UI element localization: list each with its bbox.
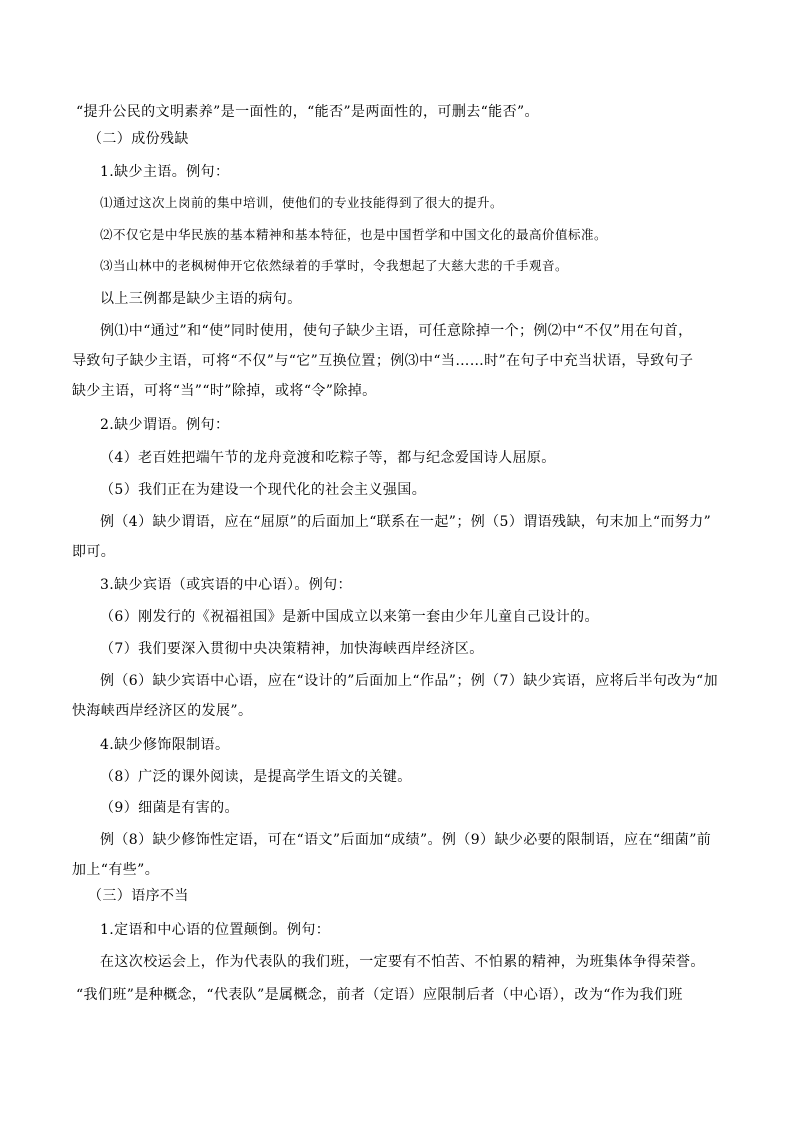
example-sentence: （9）细菌是有害的。: [100, 800, 239, 816]
text-line: 例（4）缺少谓语，应在“屈原”的后面加上“联系在一起”；例（5）谓语残缺，句末加上“而努力”: [100, 514, 712, 530]
text-line: “我们班”是种概念，“代表队”是属概念，前者（定语）应限制后者（中心语），改为“作为我们班: [76, 987, 683, 1003]
text-line: “提升公民的文明素养”是一面性的，“能否”是两面性的，可删去“能否”。: [76, 104, 539, 120]
example-sentence: （5）我们正在为建设一个现代化的社会主义强国。: [100, 482, 427, 498]
example-sentence: 在这次校运会上，作为代表队的我们班，一定要有不怕苦、不怕累的精神，为班集体争得荣誉。: [100, 954, 705, 970]
subsection-heading: 3.缺少宾语（或宾语的中心语）。例句：: [100, 577, 352, 593]
text-line: 以上三例都是缺少主语的病句。: [100, 291, 302, 307]
example-sentence: ⑵不仅它是中华民族的基本精神和基本特征，也是中国哲学和中国文化的最高价值标准。: [100, 227, 608, 242]
text-line: 导致句子缺少主语，可将“不仅”与“它”互换位置；例⑶中“当……时”在句子中充当状语，导致句子: [72, 353, 694, 369]
example-sentence: （7）我们要深入贯彻中央决策精神，加快海峡西岸经济区。: [100, 641, 484, 657]
text-line: 快海峡西岸经济区的发展”。: [72, 703, 253, 719]
subsection-heading: 4.缺少修饰限制语。: [100, 737, 230, 753]
text-line: 例（6）缺少宾语中心语，应在“设计的”后面加上“作品”；例（7）缺少宾语，应将后半句改为“加: [100, 673, 718, 689]
example-sentence: ⑶当山林中的老枫树伸开它依然绿着的手掌时，令我想起了大慈大悲的千手观音。: [100, 258, 569, 273]
text-line: 即可。: [72, 544, 116, 560]
section-heading: （三）语序不当: [88, 888, 189, 904]
subsection-heading: 1.定语和中心语的位置颠倒。例句：: [100, 922, 331, 938]
example-sentence: （6）刚发行的《祝福祖国》是新中国成立以来第一套由少年儿童自己设计的。: [100, 609, 599, 625]
text-line: 例（8）缺少修饰性定语，可在“语文”后面加“成绩”。例（9）缺少必要的限制语，应在“细菌”前: [100, 832, 712, 848]
section-heading: （二）成份残缺: [88, 131, 189, 147]
text-line: 加上“有些”。: [72, 862, 160, 878]
subsection-heading: 2.缺少谓语。例句：: [100, 417, 230, 433]
example-sentence: （4）老百姓把端午节的龙舟竞渡和吃粽子等，都与纪念爱国诗人屈原。: [100, 450, 556, 466]
subsection-heading: 1.缺少主语。例句：: [100, 164, 230, 180]
example-sentence: ⑴通过这次上岗前的集中培训，使他们的专业技能得到了很大的提升。: [100, 195, 504, 210]
text-line: 例⑴中“通过”和“使”同时使用，使句子缺少主语，可任意除掉一个；例⑵中“不仅”用在句首，: [100, 323, 693, 339]
example-sentence: （8）广泛的课外阅读，是提高学生语文的关键。: [100, 769, 412, 785]
text-line: 缺少主语，可将“当”“时”除掉，或将“令”除掉。: [72, 383, 377, 399]
